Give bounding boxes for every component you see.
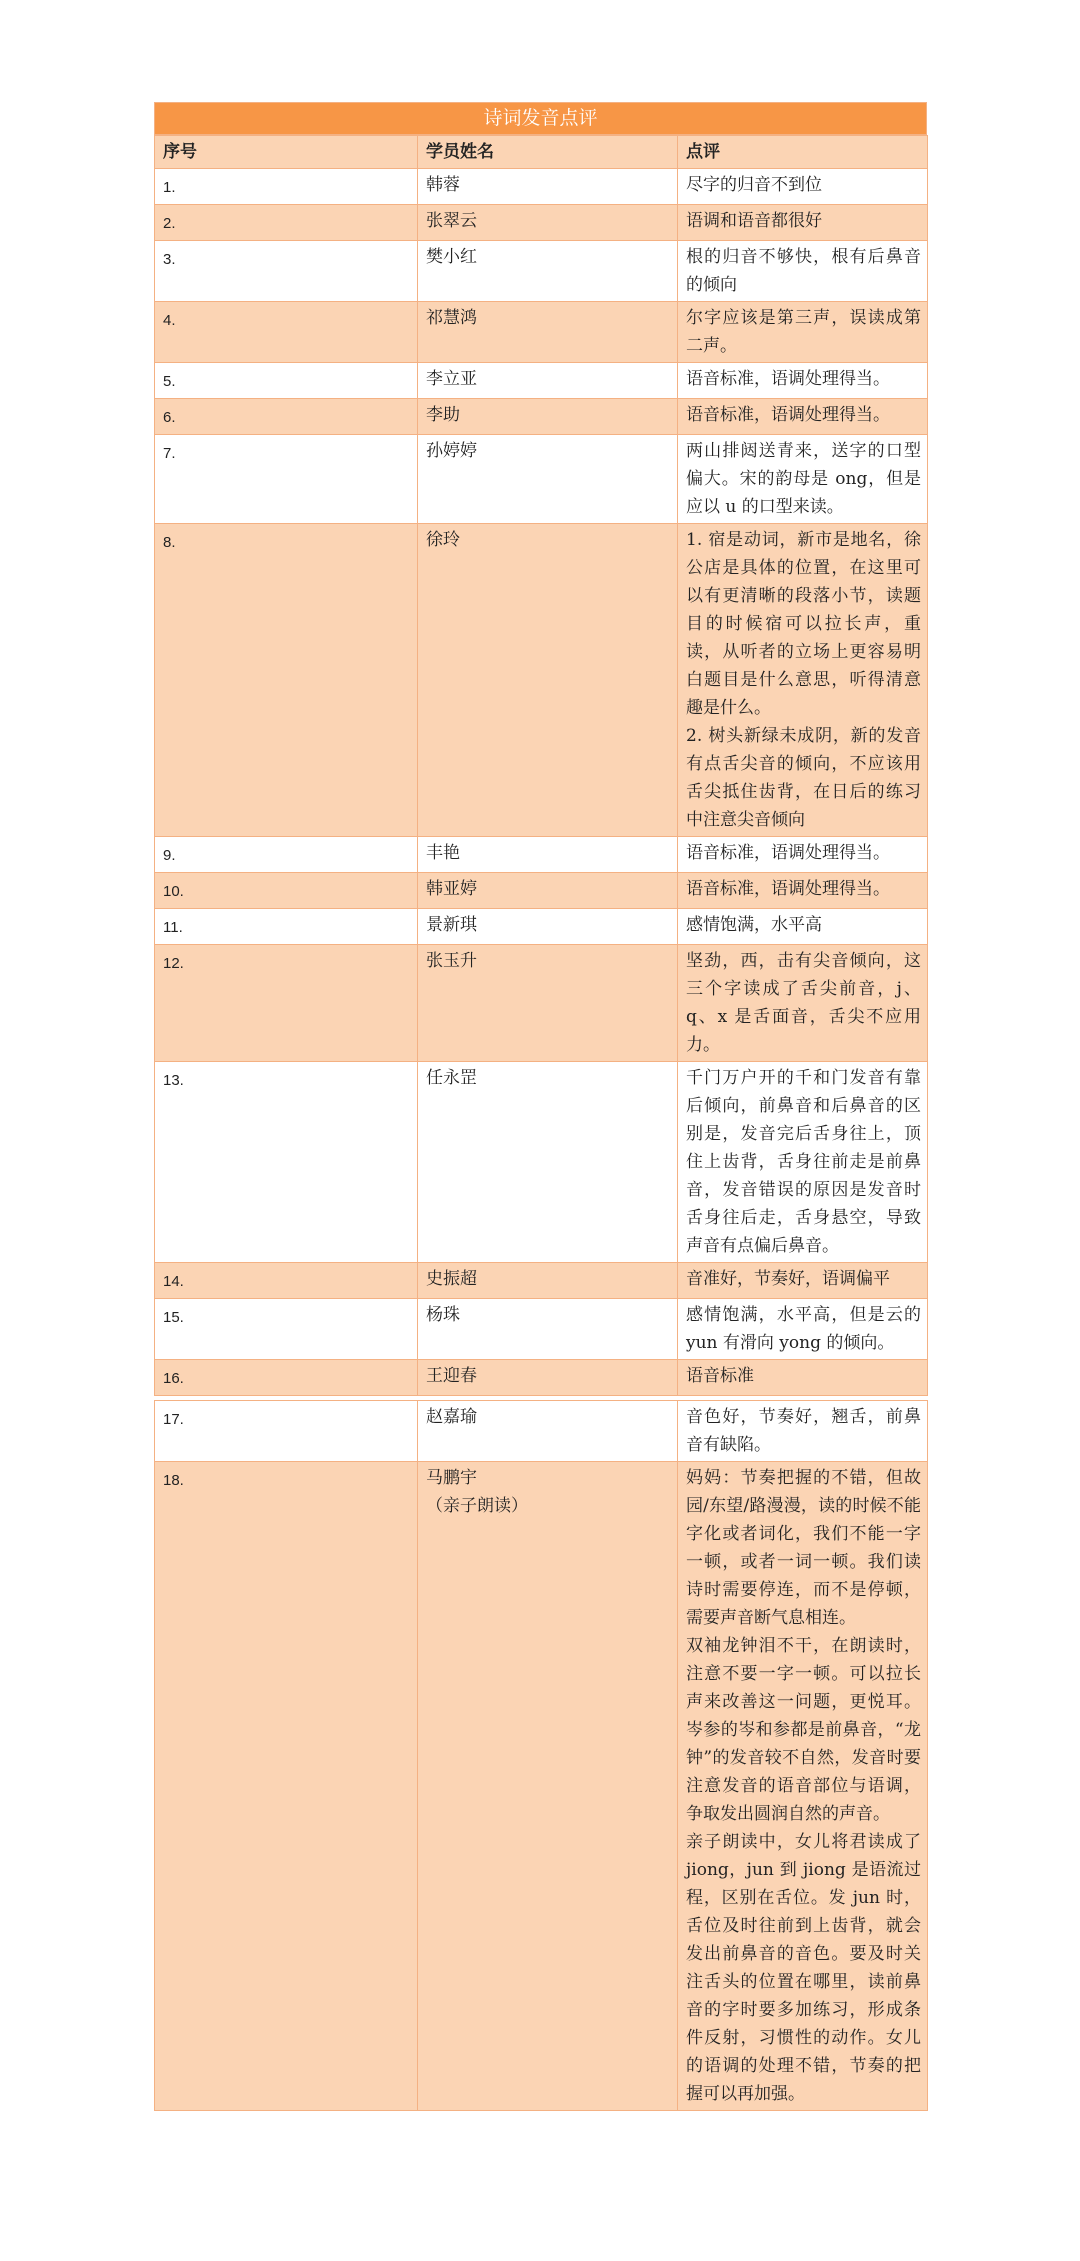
row-index: 14. [155,1263,418,1299]
row-comment [678,241,928,302]
row-index: 2. [155,205,418,241]
table-row [155,1062,928,1263]
comment-paragraph: 2. 树头新绿未成阴，新的发音有点舌尖音的倾向，不应该用舌尖抵住齿背，在日后的练习中注意尖音倾向 [686,726,921,830]
row-comment [678,1062,928,1263]
table-title: 诗词发音点评 [154,102,927,135]
student-name: 景新琪 [426,915,477,935]
table-row [155,1360,928,1396]
comment-paragraph: 感情饱满，水平高 [686,915,822,935]
row-index: 13. [155,1062,418,1263]
row-comment [678,1401,928,1462]
student-name: 杨珠 [426,1305,460,1325]
comment-paragraph: 感情饱满，水平高，但是云的 yun 有滑向 yong 的倾向。 [686,1305,921,1353]
student-name: 王迎春 [426,1366,477,1386]
comment-paragraph: 亲子朗读中，女儿将君读成了 jiong，jun 到 jiong 是语流过程，区别在舌位。发 jun 时，舌位及时往前到上齿背，就会发出前鼻音的音色。要及时关注舌头的位置在哪里，读前鼻音的字时要多加练习，形成条件反射，习惯性的动作。女儿的语调的处理不错，节奏的把握可以再加强。 [686,1832,921,2104]
student-name: 史振超 [426,1269,477,1289]
comment-paragraph: 尽字的归音不到位 [686,175,822,195]
student-name: 樊小红 [426,247,477,267]
review-table [154,135,928,2111]
table-row [155,873,928,909]
row-student-name [418,837,678,873]
row-comment [678,1299,928,1360]
comment-paragraph: 语音标准 [686,1366,754,1386]
row-student-name [418,302,678,363]
row-student-name [418,945,678,1062]
row-student-name [418,1263,678,1299]
table-row [155,909,928,945]
row-index: 6. [155,399,418,435]
student-name: 祁慧鸿 [426,308,477,328]
row-index: 3. [155,241,418,302]
comment-paragraph: 语音标准，语调处理得当。 [686,369,890,389]
comment-paragraph: 语音标准，语调处理得当。 [686,879,890,899]
row-index: 11. [155,909,418,945]
student-name: 徐玲 [426,530,460,550]
header-row [155,136,928,169]
row-student-name [418,1062,678,1263]
comment-paragraph: 音准好，节奏好，语调偏平 [686,1269,890,1289]
row-index: 17. [155,1401,418,1462]
row-comment [678,1462,928,2111]
row-comment [678,435,928,524]
comment-paragraph: 根的归音不够快，根有后鼻音的倾向 [686,247,921,295]
row-student-name [418,1401,678,1462]
row-index: 12. [155,945,418,1062]
row-comment [678,837,928,873]
comment-paragraph: 两山排闼送青来，送字的口型偏大。宋的韵母是 ong，但是应以 u 的口型来读。 [686,441,921,517]
row-index: 10. [155,873,418,909]
table-row [155,399,928,435]
row-student-name [418,524,678,837]
comment-paragraph: 语音标准，语调处理得当。 [686,843,890,863]
table-row [155,241,928,302]
row-index: 16. [155,1360,418,1396]
table-row [155,205,928,241]
row-comment [678,524,928,837]
row-student-name [418,169,678,205]
comment-paragraph: 1. 宿是动词，新市是地名，徐公店是具体的位置，在这里可以有更清晰的段落小节，读题目的时候宿可以拉长声，重读，从听者的立场上更容易明白题目是什么意思，听得清意趣是什么。 [686,530,921,718]
row-index: 9. [155,837,418,873]
row-student-name [418,205,678,241]
row-student-name [418,909,678,945]
row-index: 4. [155,302,418,363]
row-index: 7. [155,435,418,524]
table-row [155,302,928,363]
comment-paragraph: 音色好，节奏好，翘舌，前鼻音有缺陷。 [686,1407,921,1455]
row-student-name [418,241,678,302]
row-student-name [418,399,678,435]
table-row [155,435,928,524]
row-index: 15. [155,1299,418,1360]
student-name: 张玉升 [426,951,477,971]
table-row [155,945,928,1062]
student-name-note: （亲子朗读） [426,1496,528,1516]
student-name: 韩蓉 [426,175,460,195]
header-index: 序号 [155,136,418,169]
table-row [155,837,928,873]
student-name: 马鹏宇 [426,1468,477,1488]
row-student-name [418,1462,678,2111]
row-comment [678,302,928,363]
row-student-name [418,873,678,909]
student-name: 李立亚 [426,369,477,389]
row-comment [678,399,928,435]
row-index: 5. [155,363,418,399]
comment-paragraph: 妈妈：节奏把握的不错，但故园/东望/路漫漫，读的时候不能字化或者词化，我们不能一字一顿，或者一词一顿。我们读诗时需要停连，而不是停顿，需要声音断气息相连。 [686,1468,921,1628]
table-row [155,363,928,399]
student-name: 张翠云 [426,211,477,231]
header-name: 学员姓名 [418,136,678,169]
comment-paragraph: 坚劲，西，击有尖音倾向，这三个字读成了舌尖前音，j、q、x 是舌面音，舌尖不应用力。 [686,951,921,1055]
table-row [155,1299,928,1360]
student-name: 任永罡 [426,1068,477,1088]
row-comment [678,945,928,1062]
student-name: 韩亚婷 [426,879,477,899]
row-comment [678,909,928,945]
row-student-name [418,1299,678,1360]
comment-sheet [154,102,927,2111]
comment-paragraph: 双袖龙钟泪不干，在朗读时，注意不要一字一顿。可以拉长声来改善这一问题，更悦耳。岑参的岑和参都是前鼻音，“龙钟”的发音较不自然，发音时要注意发音的语音部位与语调，争取发出圆润自然的声音。 [686,1636,921,1824]
row-student-name [418,1360,678,1396]
row-index: 18. [155,1462,418,2111]
row-comment [678,205,928,241]
comment-paragraph: 语音标准，语调处理得当。 [686,405,890,425]
table-row [155,1462,928,2111]
table-row [155,524,928,837]
row-student-name [418,435,678,524]
row-index: 1. [155,169,418,205]
student-name: 赵嘉瑜 [426,1407,477,1427]
student-name: 李助 [426,405,460,425]
row-comment [678,169,928,205]
comment-paragraph: 千门万户开的千和门发音有靠后倾向，前鼻音和后鼻音的区别是，发音完后舌身往上，顶住上齿背，舌身往前走是前鼻音，发音错误的原因是发音时舌身往后走，舌身悬空，导致声音有点偏后鼻音。 [686,1068,921,1256]
table-row [155,1263,928,1299]
table-row [155,1401,928,1462]
comment-paragraph: 尔字应该是第三声，误读成第二声。 [686,308,921,356]
student-name: 丰艳 [426,843,460,863]
comment-paragraph: 语调和语音都很好 [686,211,822,231]
row-comment [678,363,928,399]
row-comment [678,1263,928,1299]
row-comment [678,873,928,909]
row-student-name [418,363,678,399]
row-comment [678,1360,928,1396]
row-index: 8. [155,524,418,837]
table-row [155,169,928,205]
student-name: 孙婷婷 [426,441,477,461]
header-comment: 点评 [678,136,928,169]
